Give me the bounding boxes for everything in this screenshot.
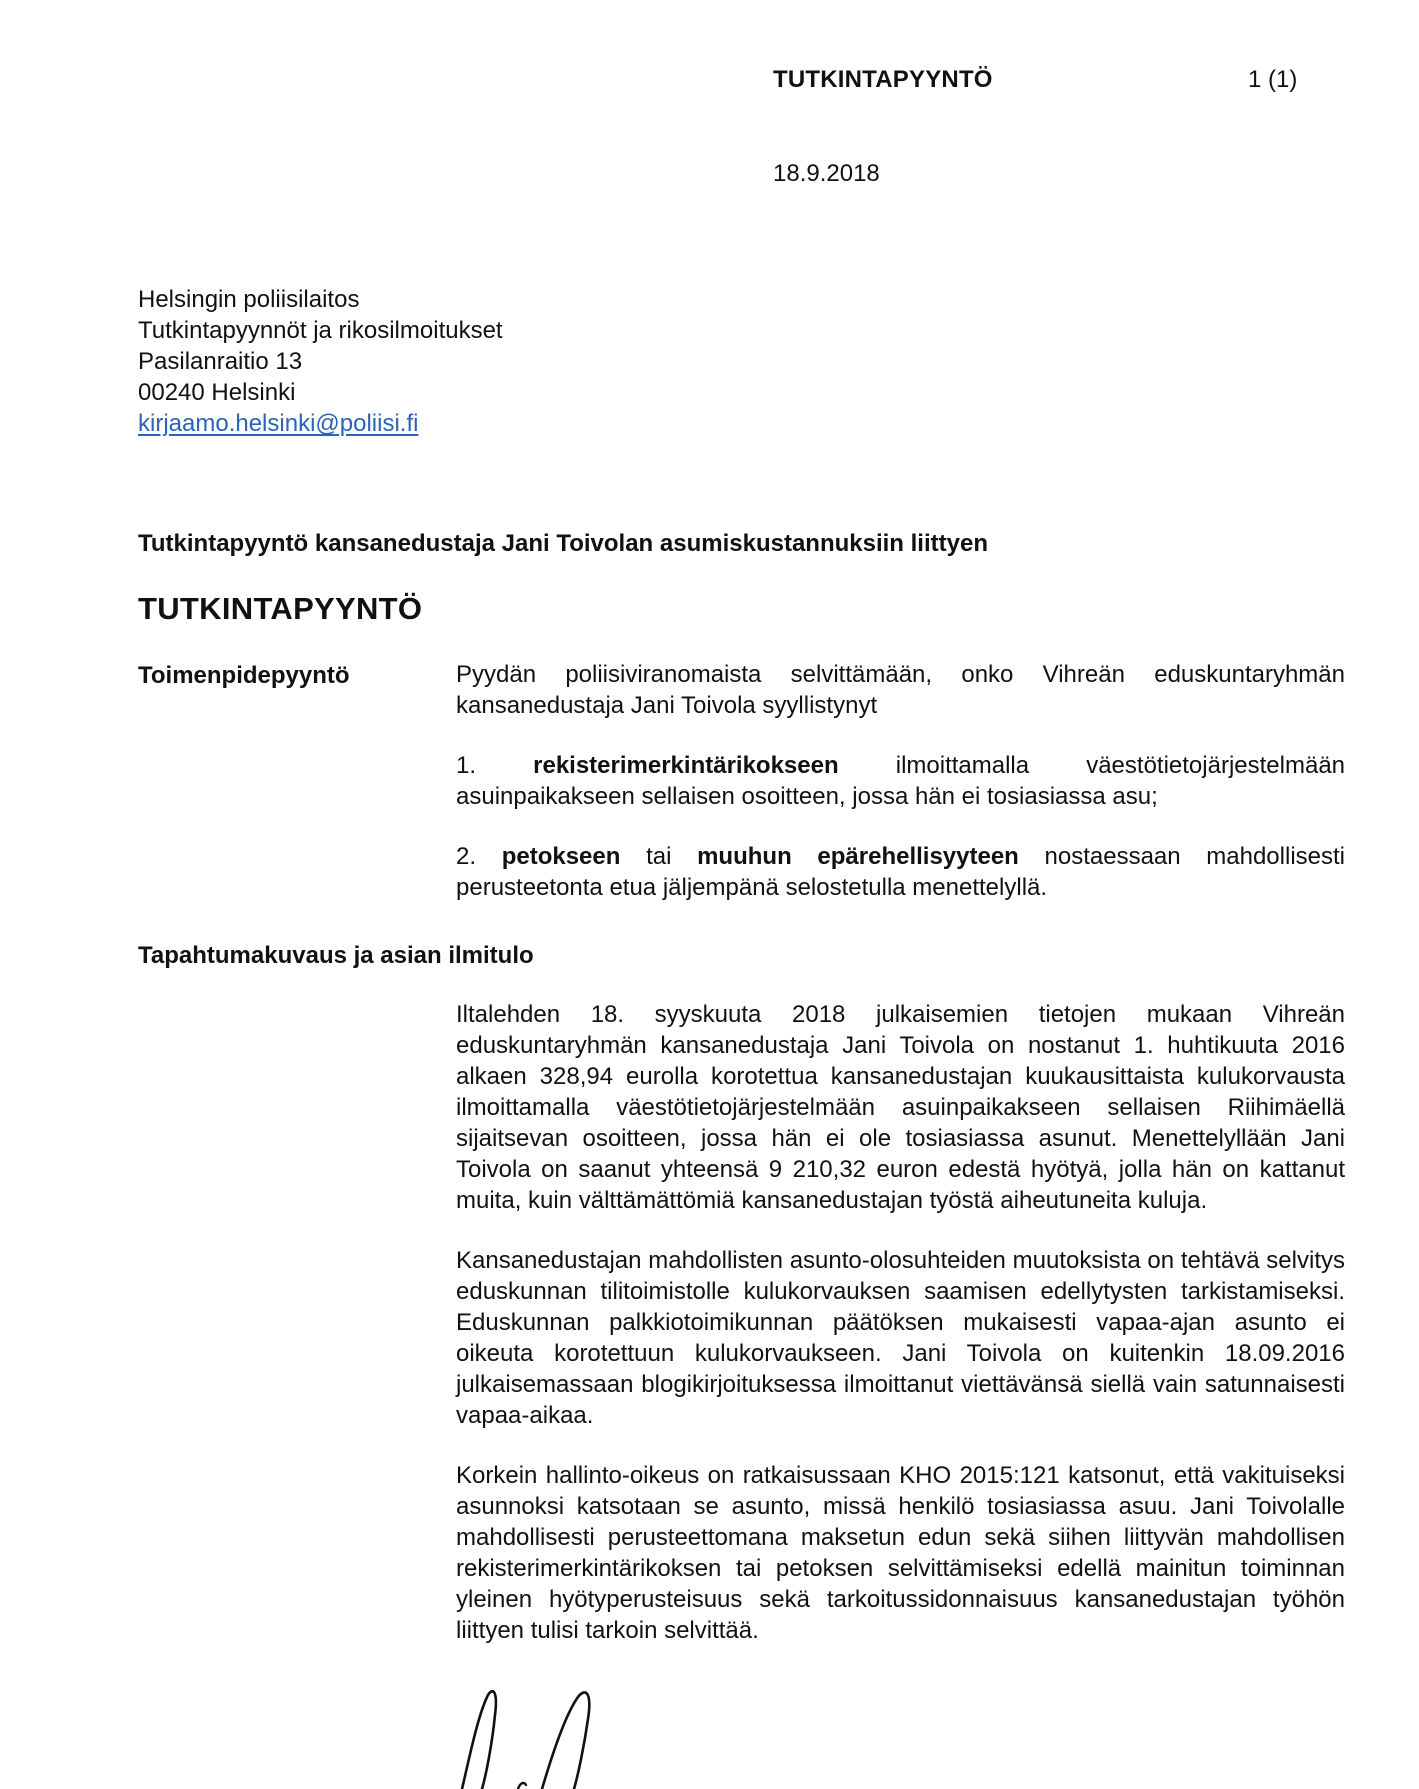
section-label-description: Tapahtumakuvaus ja asian ilmitulo bbox=[138, 942, 534, 969]
description-paragraph-1: Iltalehden 18. syyskuuta 2018 julkaisemien tietojen mukaan Vihreän eduskuntaryhmän kansanedustaja Jani Toivola on nostanut 1. huhtikuuta 2016 alkaen 328,94 eurolla korotettua kansanedustajan kuukausittaista kulukorvausta ilmoittamalla väestötietojärjestelmään asuinpaikakseen sellaisen Riihimäellä sijaitsevan osoitteen, jossa hän ei ole tosiasiassa asunut. Menettelyllään Jani Toivola on saanut yhteensä 9 210,32 euron edestä hyötyä, jolla hän on kattanut muita, kuin välttämättömiä kansanedustajan työstä aiheutuneita kuluja. bbox=[456, 1001, 1345, 1214]
request-item-1: 1. rekisterimerkintärikokseen ilmoittamalla väestötietojärjestelmään asuinpaikakseen sellaisen osoitteen, jossa hän ei tosiasiassa asu; bbox=[456, 752, 1346, 810]
description-paragraph-2: Kansanedustajan mahdollisten asunto-olosuhteiden muutoksista on tehtävä selvitys eduskunnan tilitoimistolle kulukorvauksen saamisen edellytysten tarkistamiseksi. Eduskunnan palkkiotoimikunnan päätöksen mukaisesti vapaa-ajan asunto ei oikeuta korotettuun kulukorvaukseen. Jani Toivola on kuitenkin 18.09.2016 julkaisemassaan blogikirjoituksessa ilmoittanut viettävänsä siellä vain satunnaisesti vapaa-aikaa. bbox=[456, 1247, 1345, 1429]
description-paragraph-3: Korkein hallinto-oikeus on ratkaisussaan KHO 2015:121 katsonut, että vakituiseksi asunnoksi katsotaan se asunto, missä henkilö tosiasiassa asuu. Jani Toivolalle mahdollisesti perusteettomana maksetun edun sekä siihen liittyvän mahdollisen rekisterimerkintärikoksen tai petoksen selvittämiseksi edellä mainitun toiminnan yleinen hyötyperusteisuus sekä tarkoitussidonnaisuus kansanedustajan työhön liittyen tulisi tarkoin selvittää. bbox=[456, 1462, 1345, 1644]
offence-name: petokseen bbox=[501, 843, 621, 870]
recipient-email-link[interactable]: kirjaamo.helsinki@poliisi.fi bbox=[138, 410, 419, 437]
signature bbox=[440, 1685, 620, 1789]
page-number: 1 (1) bbox=[1248, 66, 1298, 93]
request-item-2: 2. petokseen tai muuhun epärehellisyyteen nostaessaan mahdollisesti perusteetonta etua jäljempänä selostetulla menettelyllä. bbox=[456, 843, 1345, 901]
header-title: TUTKINTAPYYNTÖ bbox=[773, 66, 993, 93]
recipient-address bbox=[138, 284, 503, 439]
offence-name: rekisterimerkintärikokseen bbox=[533, 752, 839, 779]
request-intro: Pyydän poliisiviranomaista selvittämään, onko Vihreän eduskuntaryhmän kansanedustaja Jani Toivola syyllistynyt bbox=[456, 661, 1345, 719]
recipient-line-4: 00240 Helsinki bbox=[138, 379, 296, 406]
recipient-line-1: Helsingin poliisilaitos bbox=[138, 286, 360, 313]
section-request-body bbox=[456, 659, 1345, 903]
offence-name: muuhun epärehellisyyteen bbox=[697, 843, 1019, 870]
document-title: TUTKINTAPYYNTÖ bbox=[138, 591, 423, 626]
subject-line: Tutkintapyyntö kansanedustaja Jani Toivolan asumiskustannuksiin liittyen bbox=[138, 530, 988, 557]
document-date: 18.9.2018 bbox=[773, 160, 880, 187]
section-description-body bbox=[456, 999, 1345, 1646]
recipient-line-3: Pasilanraitio 13 bbox=[138, 348, 303, 375]
section-label-request: Toimenpidepyyntö bbox=[138, 662, 350, 689]
recipient-line-2: Tutkintapyynnöt ja rikosilmoitukset bbox=[138, 317, 503, 344]
